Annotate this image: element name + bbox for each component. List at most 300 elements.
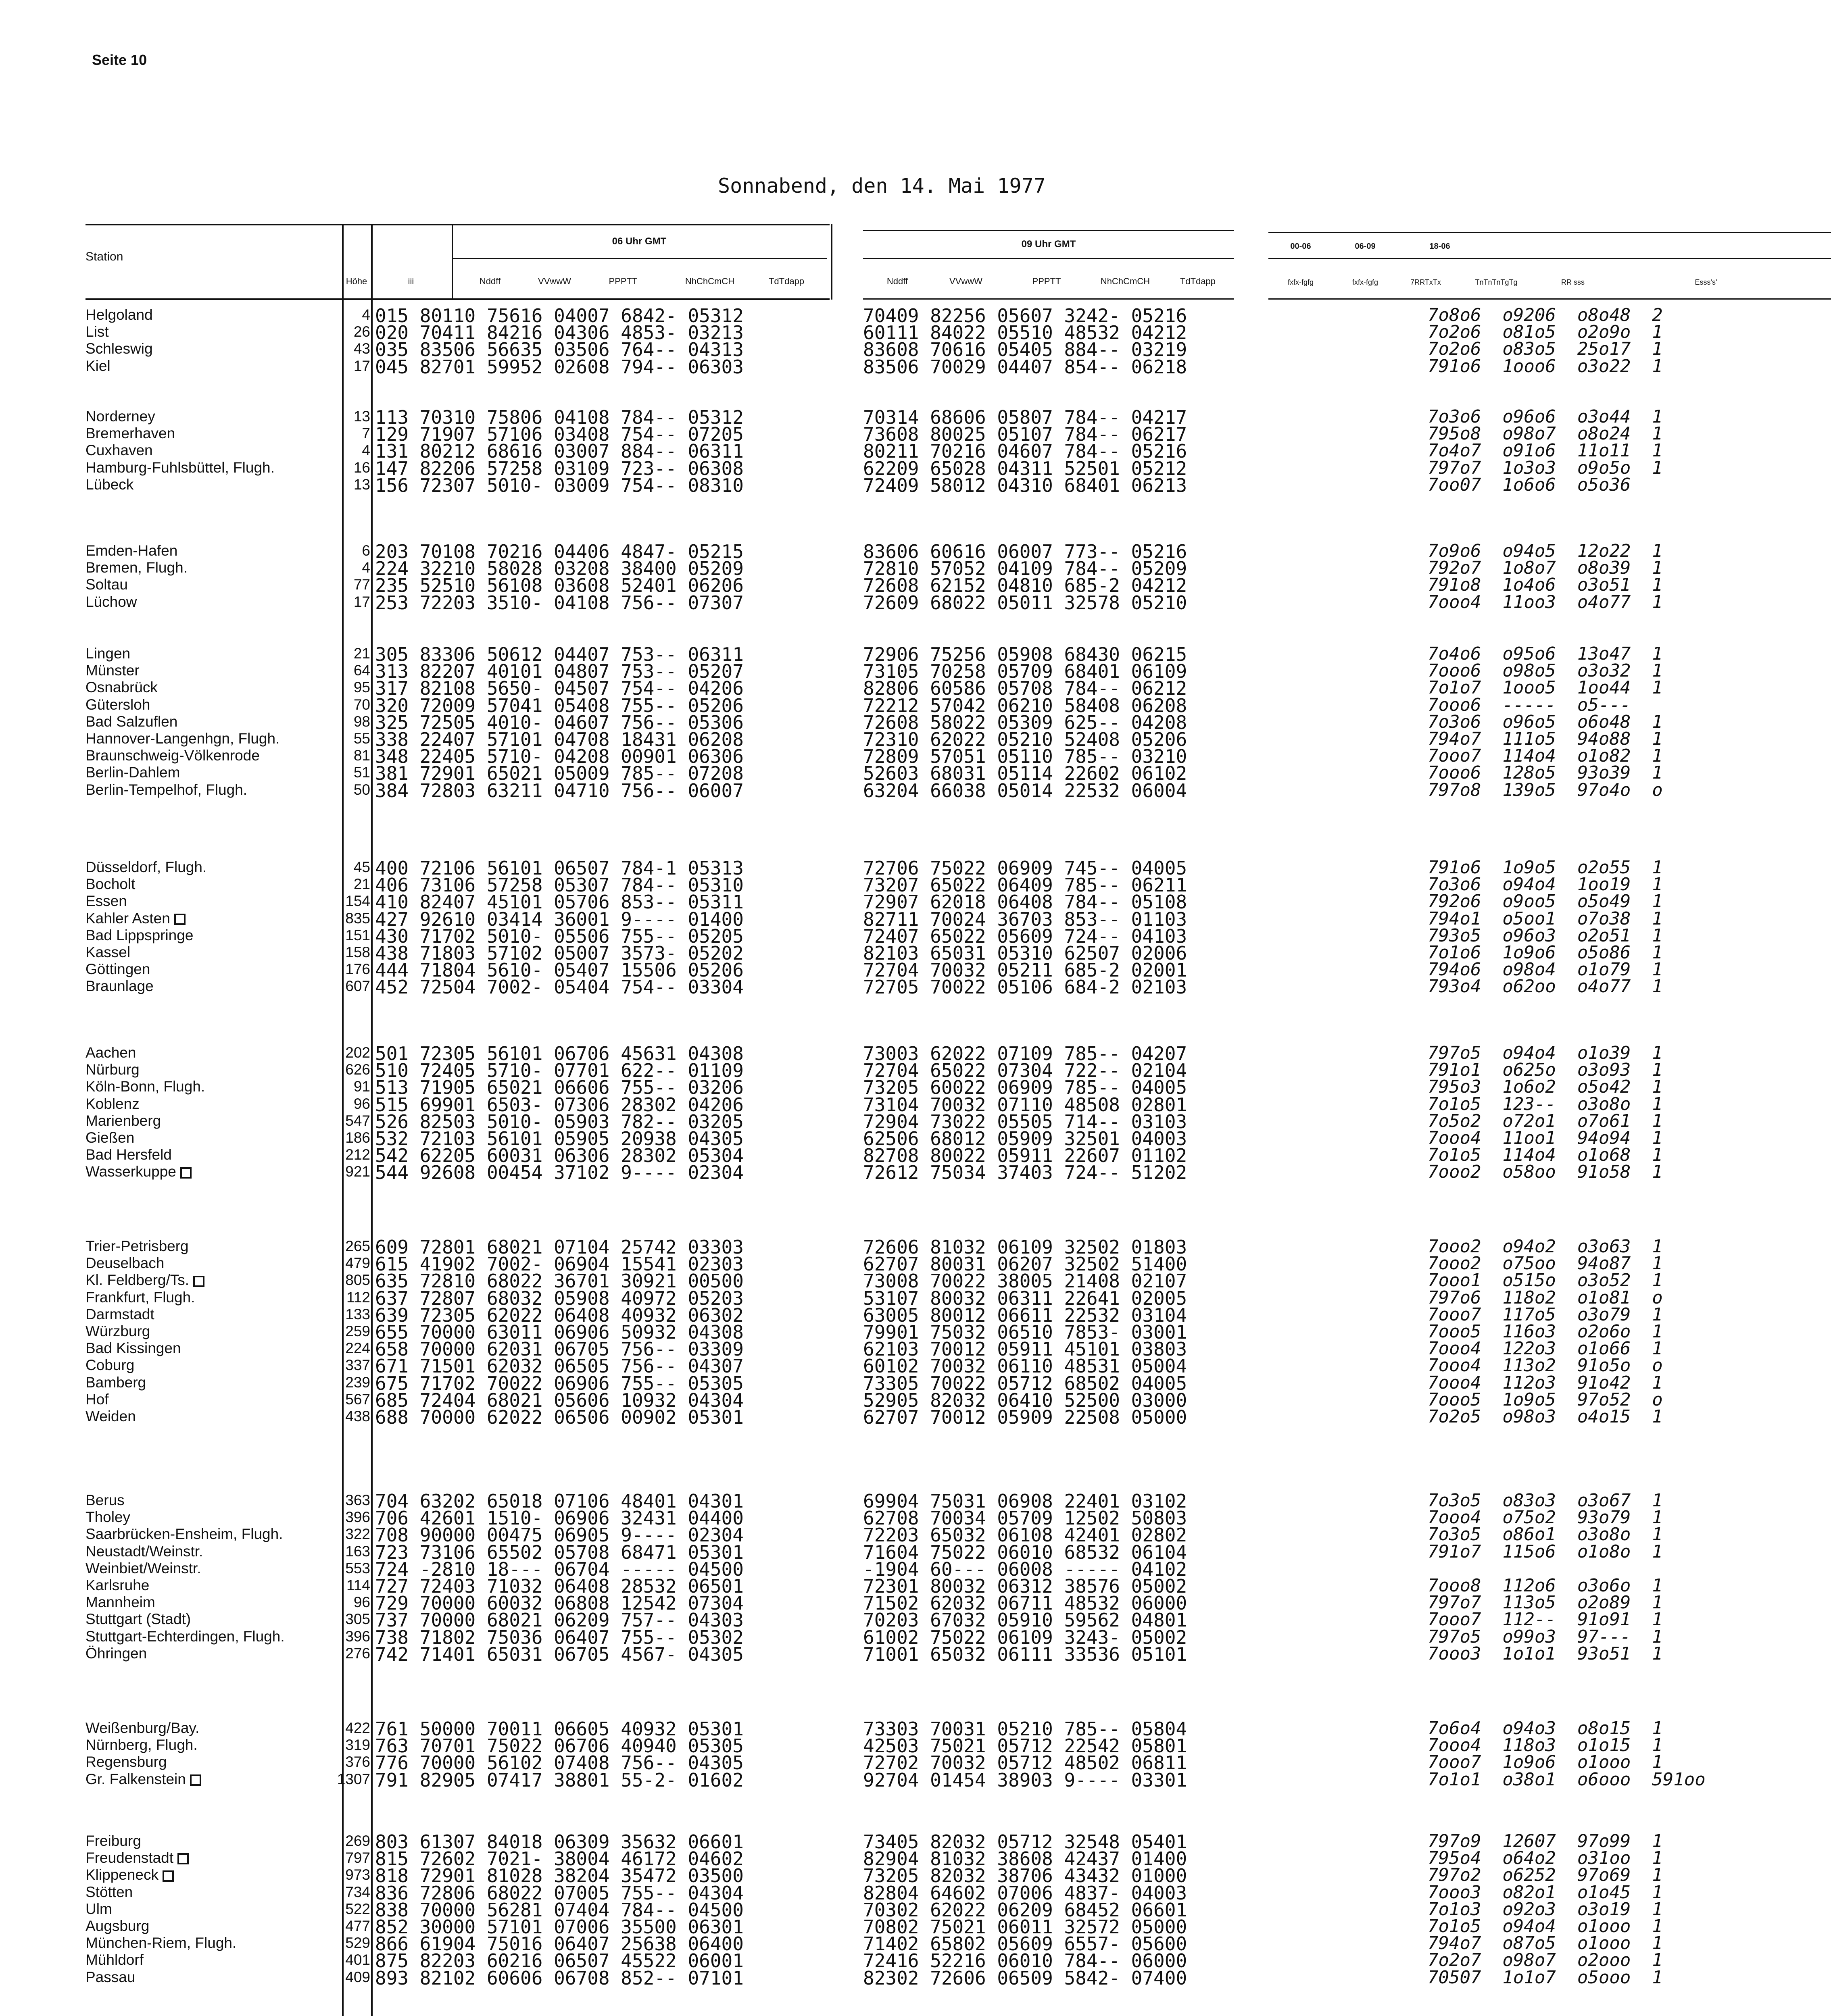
handwritten-extremes: 793o4 o62oo o4o77 1: [1428, 976, 1663, 997]
obs-06utc: 704 63202 65018 07106 48401 04301: [375, 1490, 744, 1512]
station-name: [86, 1238, 189, 1255]
obs-09utc: 73205 82032 38706 43432 01000: [863, 1865, 1187, 1887]
station-height: 409: [345, 1968, 370, 1985]
obs-09utc: 52603 68031 05114 22602 06102: [863, 762, 1187, 785]
station-name: [86, 1509, 130, 1526]
station-height: 50: [353, 781, 370, 798]
handwritten-extremes: 7ooo6 128o5 93o39 1: [1428, 762, 1663, 783]
station-label: Öhringen: [86, 1645, 147, 1662]
handwritten-extremes: 7o5o2 o72o1 o7o61 1: [1428, 1110, 1663, 1131]
page-label: Seite 10: [92, 52, 147, 68]
right-group-18-06: 18-06: [1429, 242, 1450, 251]
obs-06utc: 515 69901 6503- 07306 28302 04206: [375, 1093, 744, 1116]
obs-09utc: 72606 81032 06109 32502 01803: [863, 1236, 1187, 1258]
station-name: [86, 594, 137, 610]
obs-09utc: 60111 84022 05510 48532 04212: [863, 322, 1187, 344]
col09-nddff: Nddff: [886, 276, 908, 286]
obs-09utc: 72212 57042 06210 58408 06208: [863, 694, 1187, 716]
obs-06utc: 438 71803 57102 05007 3573- 05202: [375, 942, 744, 964]
station-name: [86, 1391, 109, 1408]
obs-06utc: 253 72203 3510- 04108 756-- 07307: [375, 591, 744, 614]
station-label: Weinbiet/Weinstr.: [86, 1560, 201, 1577]
station-label: Berlin-Tempelhof, Flugh.: [86, 781, 248, 798]
obs-06utc: 836 72806 68022 07005 755-- 04304: [375, 1882, 744, 1904]
obs-06utc: 156 72307 5010- 03009 754-- 08310: [375, 474, 744, 496]
station-name: [86, 893, 127, 910]
station-label: Bad Salzuflen: [86, 713, 178, 730]
obs-09utc: 72409 58012 04310 68401 06213: [863, 474, 1187, 496]
station-name: [86, 459, 275, 476]
obs-09utc: 72203 65032 06108 42401 02802: [863, 1524, 1187, 1546]
station-name: [86, 1061, 140, 1078]
station-name: [86, 1833, 141, 1849]
obs-09utc: 62708 70034 05709 12502 50803: [863, 1507, 1187, 1529]
station-label: Marienberg: [86, 1112, 161, 1129]
obs-06utc: 729 70000 60032 06808 12542 07304: [375, 1592, 744, 1614]
station-name: [86, 576, 128, 593]
obs-09utc: 71001 65032 06111 33536 05101: [863, 1643, 1187, 1665]
station-name: [86, 1289, 195, 1306]
col09-clouds: NhChCmCH: [1100, 276, 1150, 286]
handwritten-extremes: 795o3 1o6o2 o5o42 1: [1428, 1077, 1663, 1098]
obs-06utc: 688 70000 62022 06506 00902 05301: [375, 1406, 744, 1428]
station-height: 51: [353, 764, 370, 781]
obs-06utc: 235 52510 56108 03608 52401 06206: [375, 575, 744, 597]
station-name: [86, 1884, 133, 1901]
handwritten-extremes: 7o2o7 o98o7 o2ooo 1: [1428, 1950, 1663, 1971]
right-group-top: [1268, 232, 1831, 233]
station-height: 265: [345, 1238, 370, 1254]
handwritten-extremes: 7o1o5 114o4 o1o68 1: [1428, 1145, 1663, 1166]
station-name: [86, 1969, 135, 1986]
station-label: Osnabrück: [86, 679, 158, 696]
station-label: Norderney: [86, 408, 155, 425]
station-height: 163: [345, 1543, 370, 1560]
col06-nddff: Nddff: [479, 276, 501, 286]
obs-09utc: 82302 72606 06509 5842- 07400: [863, 1967, 1187, 1989]
obs-06utc: 675 71702 70022 06906 755-- 05305: [375, 1372, 744, 1394]
station-height: 522: [345, 1900, 370, 1917]
col09-dewpoint: TdTdapp: [1180, 276, 1216, 286]
station-name: [86, 662, 140, 679]
station-name: [86, 1272, 204, 1289]
station-height: 16: [353, 459, 370, 476]
station-name: [86, 1720, 199, 1737]
station-label: Regensburg: [86, 1754, 167, 1770]
obs-06utc: 866 61904 75016 06407 25638 06400: [375, 1933, 744, 1955]
station-label: Hannover-Langenhgn, Flugh.: [86, 730, 280, 747]
station-name: [86, 859, 206, 876]
obs-06utc: 224 32210 58028 03208 38400 05209: [375, 558, 744, 580]
obs-06utc: 671 71501 62032 06505 756-- 04307: [375, 1355, 744, 1377]
obs-09utc: 82806 60586 05708 784-- 06212: [863, 677, 1187, 700]
station-name: [86, 1044, 136, 1061]
obs-06utc: 400 72106 56101 06507 784-1 05313: [375, 857, 744, 879]
obs-09utc: 82103 65031 05310 62507 02006: [863, 942, 1187, 964]
obs-06utc: 313 82207 40101 04807 753-- 05207: [375, 660, 744, 683]
handwritten-extremes: 7o1o5 123-- o3o8o 1: [1428, 1093, 1663, 1114]
handwritten-extremes: 7ooo4 11oo3 o4o77 1: [1428, 591, 1663, 612]
handwritten-extremes: 791o6 1ooo6 o3o22 1: [1428, 356, 1663, 377]
handwritten-extremes: 7o2o6 o81o5 o2o9o 1: [1428, 322, 1663, 343]
right-group-06-09: 06-09: [1355, 242, 1376, 251]
group06-top: [452, 224, 827, 225]
station-height: 95: [353, 679, 370, 696]
obs-06utc: 708 90000 00475 06905 9---- 02304: [375, 1524, 744, 1546]
station-name: [86, 910, 186, 927]
station-name: [86, 1866, 174, 1883]
handwritten-extremes: 7o3o5 o86o1 o3o8o 1: [1428, 1524, 1663, 1545]
col06-dewpoint: TdTdapp: [768, 276, 805, 286]
handwritten-extremes: 7o1o6 1o9o6 o5o86 1: [1428, 942, 1663, 963]
station-name: [86, 1771, 201, 1788]
obs-09utc: 72704 70032 05211 685-2 02001: [863, 959, 1187, 981]
group-divider: [831, 224, 832, 300]
station-height: 133: [345, 1306, 370, 1322]
obs-09utc: 71502 62032 06711 48532 06000: [863, 1592, 1187, 1614]
station-label: Hof: [86, 1391, 109, 1408]
obs-06utc: 685 72404 68021 05606 10932 04304: [375, 1389, 744, 1411]
handwritten-extremes: 7ooo4 o75o2 93o79 1: [1428, 1507, 1663, 1528]
station-height: 547: [345, 1112, 370, 1129]
station-height: 319: [345, 1737, 370, 1754]
obs-06utc: 635 72810 68022 36701 30921 00500: [375, 1270, 744, 1292]
handwritten-extremes: 797o5 o94o4 o1o39 1: [1428, 1043, 1663, 1063]
handwritten-extremes: 7ooo5 1o9o5 97o52 o: [1428, 1389, 1663, 1410]
station-label: Neustadt/Weinstr.: [86, 1543, 203, 1560]
handwritten-extremes: 797o8 139o5 97o4o o: [1428, 779, 1663, 800]
obs-09utc: 62506 68012 05909 32501 04003: [863, 1128, 1187, 1150]
station-name: [86, 1645, 147, 1662]
station-label: Weiden: [86, 1408, 136, 1425]
station-label: Tholey: [86, 1509, 131, 1526]
station-name: [86, 425, 175, 442]
group09-bottom: [863, 298, 1234, 300]
handwritten-extremes: 7ooo6 o98o5 o3o32 1: [1428, 660, 1663, 681]
handwritten-extremes: 794o7 o87o5 o1ooo 1: [1428, 1933, 1663, 1954]
station-name: [86, 442, 153, 459]
obs-09utc: 72907 62018 06408 784-- 05108: [863, 891, 1187, 913]
obs-06utc: 723 73106 65502 05708 68471 05301: [375, 1541, 744, 1563]
station-label: Stötten: [86, 1883, 133, 1900]
station-height: 64: [353, 662, 370, 679]
obs-09utc: 72609 68022 05011 32578 05210: [863, 591, 1187, 614]
station-height: 4: [362, 306, 370, 323]
obs-06utc: 320 72009 57041 05408 755-- 05206: [375, 694, 744, 716]
obs-09utc: 72407 65022 05609 724-- 04103: [863, 925, 1187, 947]
station-name: [86, 1323, 150, 1340]
station-height: 176: [345, 961, 370, 978]
handwritten-extremes: 7ooo7 112-- 91o91 1: [1428, 1609, 1663, 1630]
station-name: [86, 1163, 192, 1180]
handwritten-extremes: 7o1o3 o92o3 o3o19 1: [1428, 1899, 1663, 1920]
obs-09utc: 72301 80032 06312 38576 05002: [863, 1575, 1187, 1597]
station-name: [86, 323, 109, 340]
obs-09utc: 69904 75031 06908 22401 03102: [863, 1490, 1187, 1512]
handwritten-extremes: 7ooo2 o75oo 94o87 1: [1428, 1253, 1663, 1274]
station-label: Düsseldorf, Flugh.: [86, 859, 207, 875]
obs-06utc: 724 -2810 18--- 06704 ----- 04500: [375, 1558, 744, 1580]
station-label: Freiburg: [86, 1833, 141, 1849]
iii-header: iii: [408, 276, 414, 286]
obs-06utc: 338 22407 57101 04708 18431 06208: [375, 729, 744, 750]
obs-06utc: 815 72602 7021- 38004 46172 04602: [375, 1848, 744, 1870]
station-height: 7: [362, 425, 370, 442]
group09-header: 09 Uhr GMT: [1021, 239, 1076, 250]
obs-09utc: 82708 80022 05911 22607 01102: [863, 1145, 1187, 1167]
obs-09utc: 71402 65802 05609 6557- 05600: [863, 1933, 1187, 1955]
station-height: 322: [345, 1526, 370, 1543]
station-height: 98: [353, 713, 370, 730]
obs-09utc: 72904 73022 05505 714-- 03103: [863, 1110, 1187, 1133]
station-label: Bamberg: [86, 1374, 146, 1391]
obs-09utc: 73003 62022 07109 785-- 04207: [863, 1043, 1187, 1064]
obs-09utc: 70203 67032 05910 59562 04801: [863, 1609, 1187, 1631]
obs-06utc: 129 71907 57106 03408 754-- 07205: [375, 423, 744, 446]
right-group-mid: [1268, 258, 1831, 259]
obs-06utc: 526 82503 5010- 05903 782-- 03205: [375, 1110, 744, 1133]
station-height: 21: [353, 645, 370, 662]
station-height: 921: [345, 1163, 370, 1180]
station-name: [86, 713, 177, 730]
handwritten-extremes: 794o6 o98o4 o1o79 1: [1428, 959, 1663, 980]
obs-06utc: 410 82407 45101 05706 853-- 05311: [375, 891, 744, 913]
station-height: 55: [353, 730, 370, 747]
handwritten-extremes: 7o8o6 o9206 o8o48 2: [1428, 305, 1663, 325]
obs-09utc: 92704 01454 38903 9---- 03301: [863, 1769, 1187, 1791]
obs-09utc: 72706 75022 06909 745-- 04005: [863, 857, 1187, 879]
obs-06utc: 544 92608 00454 37102 9---- 02304: [375, 1162, 744, 1184]
station-height: 567: [345, 1391, 370, 1408]
obs-06utc: 348 22405 5710- 04208 00901 06306: [375, 746, 744, 768]
station-name: [86, 1560, 201, 1577]
station-label: Kiel: [86, 357, 111, 374]
station-name: [86, 1901, 112, 1918]
station-name: [86, 1492, 125, 1509]
station-name: [86, 408, 155, 425]
station-label: Bad Lippspringe: [86, 927, 194, 943]
handwritten-extremes: 792o6 o9oo5 o5o49 1: [1428, 891, 1663, 912]
obs-09utc: 62707 70012 05909 22508 05000: [863, 1406, 1187, 1428]
station-height: 529: [345, 1935, 370, 1951]
station-name: [86, 1129, 134, 1146]
station-label: Klippeneck: [86, 1866, 159, 1883]
obs-09utc: 60102 70032 06110 48531 05004: [863, 1355, 1187, 1377]
station-height: 43: [353, 340, 370, 357]
handwritten-extremes: 7o1o1 o38o1 o6ooo 591oo: [1428, 1769, 1706, 1790]
station-height: 151: [345, 927, 370, 943]
handwritten-extremes: 7ooo2 o58oo 91o58 1: [1428, 1162, 1663, 1183]
station-label: Bocholt: [86, 876, 136, 893]
obs-06utc: 384 72803 63211 04710 756-- 06007: [375, 779, 744, 802]
mountain-station-marker-icon: [163, 1870, 174, 1882]
obs-06utc: 510 72405 5710- 07701 622-- 01109: [375, 1060, 744, 1082]
station-height: 26: [353, 323, 370, 340]
station-height: 4: [362, 442, 370, 459]
obs-09utc: 73104 70032 07110 48508 02801: [863, 1093, 1187, 1116]
obs-09utc: 83506 70029 04407 854-- 06218: [863, 356, 1187, 378]
obs-06utc: 776 70000 56102 07408 756-- 04305: [375, 1752, 744, 1774]
station-height: 154: [345, 893, 370, 910]
right-col-6: Esss's': [1695, 278, 1717, 286]
obs-06utc: 738 71802 75036 06407 755-- 05302: [375, 1626, 744, 1648]
station-name: [86, 1408, 136, 1425]
station-label: Nürnberg, Flugh.: [86, 1737, 198, 1754]
station-label: Stuttgart (Stadt): [86, 1611, 191, 1628]
station-height: 422: [345, 1720, 370, 1736]
handwritten-extremes: 7o2o6 o83o5 25o17 1: [1428, 339, 1663, 360]
handwritten-extremes: 7ooo7 1o9o6 o1ooo 1: [1428, 1752, 1663, 1773]
obs-06utc: 763 70701 75022 06706 40940 05305: [375, 1735, 744, 1757]
obs-06utc: 406 73106 57258 05307 784-- 05310: [375, 874, 744, 896]
handwritten-extremes: 7oo07 1o6o6 o5o36: [1428, 474, 1631, 495]
station-label: Cuxhaven: [86, 442, 153, 459]
handwritten-extremes: 7ooo5 116o3 o2o6o 1: [1428, 1321, 1663, 1342]
station-height: 363: [345, 1492, 370, 1508]
station-label: Gießen: [86, 1129, 135, 1146]
station-label: Emden-Hafen: [86, 542, 178, 559]
station-height: 17: [353, 593, 370, 610]
obs-09utc: 72705 70022 05106 684-2 02103: [863, 976, 1187, 998]
obs-06utc: 430 71702 5010- 05506 755-- 05205: [375, 925, 744, 947]
station-label: Schleswig: [86, 340, 153, 357]
obs-09utc: 82904 81032 38608 42437 01400: [863, 1848, 1187, 1870]
station-label: Bad Hersfeld: [86, 1146, 172, 1163]
station-name: [86, 1754, 167, 1770]
station-name: [86, 1628, 285, 1645]
obs-09utc: 82804 64602 07006 4837- 04003: [863, 1882, 1187, 1904]
handwritten-extremes: 792o7 1o8o7 o8o39 1: [1428, 558, 1663, 579]
obs-06utc: 609 72801 68021 07104 25742 03303: [375, 1236, 744, 1258]
right-col-1: fxfx-fgfg: [1287, 278, 1314, 286]
station-label: Trier-Petrisberg: [86, 1238, 189, 1254]
obs-06utc: 501 72305 56101 06706 45631 04308: [375, 1043, 744, 1064]
station-name: [86, 1577, 149, 1594]
station-label: Freudenstadt: [86, 1849, 174, 1866]
mountain-station-marker-icon: [193, 1276, 204, 1287]
station-height: 835: [345, 910, 370, 927]
obs-06utc: 803 61307 84018 06309 35632 06601: [375, 1831, 744, 1853]
station-height: 396: [345, 1628, 370, 1645]
obs-06utc: 742 71401 65031 06705 4567- 04305: [375, 1643, 744, 1665]
obs-06utc: 131 80212 68616 03007 884-- 06311: [375, 440, 744, 462]
handwritten-extremes: 7o3o6 o94o4 1oo19 1: [1428, 874, 1663, 895]
handwritten-extremes: 7o3o5 o83o3 o3o67 1: [1428, 1490, 1663, 1511]
handwritten-extremes: 797o5 o99o3 97--- 1: [1428, 1626, 1663, 1647]
obs-09utc: 72702 70032 05712 48502 06811: [863, 1752, 1187, 1774]
obs-06utc: 113 70310 75806 04108 784-- 05312: [375, 406, 744, 428]
right-group-00-06: 00-06: [1290, 242, 1311, 251]
station-height: 224: [345, 1340, 370, 1357]
station-label: Stuttgart-Echterdingen, Flugh.: [86, 1628, 285, 1645]
handwritten-extremes: 7ooo6 ----- o5---: [1428, 694, 1631, 715]
station-label: Passau: [86, 1968, 136, 1985]
obs-06utc: 615 41902 7002- 06904 15541 02303: [375, 1253, 744, 1275]
handwritten-extremes: 7ooo7 117o5 o3o79 1: [1428, 1304, 1663, 1325]
obs-09utc: 53107 80032 06311 22641 02005: [863, 1287, 1187, 1309]
obs-06utc: 655 70000 63011 06906 50932 04308: [375, 1321, 744, 1343]
obs-06utc: 035 83506 56635 03506 764-- 04313: [375, 339, 744, 361]
station-name: [86, 1112, 161, 1129]
obs-06utc: 317 82108 5650- 04507 754-- 04206: [375, 677, 744, 700]
handwritten-extremes: 7ooo1 o515o o3o52 1: [1428, 1270, 1663, 1291]
station-name: [86, 1543, 203, 1560]
station-name: [86, 340, 153, 357]
obs-09utc: 79901 75032 06510 7853- 03001: [863, 1321, 1187, 1343]
obs-09utc: 73008 70022 38005 21408 02107: [863, 1270, 1187, 1292]
station-height: 276: [345, 1645, 370, 1662]
station-height: 114: [346, 1577, 370, 1593]
obs-06utc: 305 83306 50612 04407 753-- 06311: [375, 644, 744, 665]
station-height: 4: [362, 559, 370, 576]
obs-09utc: -1904 60--- 06008 ----- 04102: [863, 1558, 1187, 1580]
handwritten-extremes: 7o4o6 o95o6 13o47 1: [1428, 644, 1663, 664]
station-name: [86, 1255, 164, 1272]
handwritten-extremes: 7ooo2 o94o2 o3o63 1: [1428, 1236, 1663, 1257]
station-height: 13: [353, 408, 370, 425]
station-label: Braunlage: [86, 978, 154, 995]
station-label: Berlin-Dahlem: [86, 764, 180, 781]
station-height: 973: [345, 1866, 370, 1883]
obs-06utc: 542 62205 60031 06306 28302 05304: [375, 1145, 744, 1167]
station-label: Münster: [86, 662, 140, 679]
obs-09utc: 73207 65022 06409 785-- 06211: [863, 874, 1187, 896]
handwritten-extremes: 7o6o4 o94o3 o8o15 1: [1428, 1718, 1663, 1739]
station-height: 269: [345, 1833, 370, 1849]
obs-06utc: 147 82206 57258 03109 723-- 06308: [375, 457, 744, 479]
station-name: [86, 645, 130, 662]
handwritten-extremes: 7o2o5 o98o3 o4o15 1: [1428, 1406, 1663, 1427]
station-height: 17: [353, 357, 370, 374]
obs-06utc: 639 72305 62022 06408 40932 06302: [375, 1304, 744, 1326]
mountain-station-marker-icon: [190, 1774, 201, 1786]
right-col-2: fxfx-fgfg: [1352, 278, 1378, 286]
obs-09utc: 73305 70022 05712 68502 04005: [863, 1372, 1187, 1394]
station-name: [86, 1849, 189, 1866]
station-label: Helgoland: [86, 306, 153, 323]
station-name: [86, 1357, 134, 1374]
handwritten-extremes: 795o8 o98o7 o8o24 1: [1428, 423, 1663, 444]
station-label: Nürburg: [86, 1061, 140, 1078]
obs-09utc: 72810 57052 04109 784-- 05209: [863, 558, 1187, 580]
right-group-bottom: [1268, 298, 1831, 300]
handwritten-extremes: 7o3o6 o96o6 o3o44 1: [1428, 406, 1663, 427]
right-col-4: TnTnTnTgTg: [1475, 278, 1518, 286]
group09-underline: [863, 258, 1234, 259]
obs-06utc: 452 72504 7002- 05404 754-- 03304: [375, 976, 744, 998]
station-height: 805: [345, 1272, 370, 1289]
obs-09utc: 63204 66038 05014 22532 06004: [863, 779, 1187, 802]
station-name: [86, 730, 279, 747]
obs-06utc: 893 82102 60606 06708 852-- 07101: [375, 1967, 744, 1989]
station-name: [86, 1078, 205, 1095]
station-height: 6: [362, 542, 370, 559]
handwritten-extremes: 791o7 115o6 o1o8o 1: [1428, 1541, 1663, 1562]
station-label: Saarbrücken-Ensheim, Flugh.: [86, 1526, 283, 1543]
obs-09utc: 61002 75022 06109 3243- 05002: [863, 1626, 1187, 1648]
station-name: [86, 978, 154, 995]
obs-09utc: 72704 65022 07304 722-- 02104: [863, 1060, 1187, 1082]
obs-09utc: 80211 70216 04607 784-- 05216: [863, 440, 1187, 462]
station-label: München-Riem, Flugh.: [86, 1935, 237, 1951]
station-label: Kassel: [86, 944, 131, 960]
station-label: Köln-Bonn, Flugh.: [86, 1078, 205, 1095]
station-height: 239: [345, 1374, 370, 1391]
station-label: Wasserkuppe: [86, 1163, 176, 1180]
station-name: [86, 358, 111, 375]
station-label: Karlsruhe: [86, 1577, 150, 1593]
obs-09utc: 73405 82032 05712 32548 05401: [863, 1831, 1187, 1853]
